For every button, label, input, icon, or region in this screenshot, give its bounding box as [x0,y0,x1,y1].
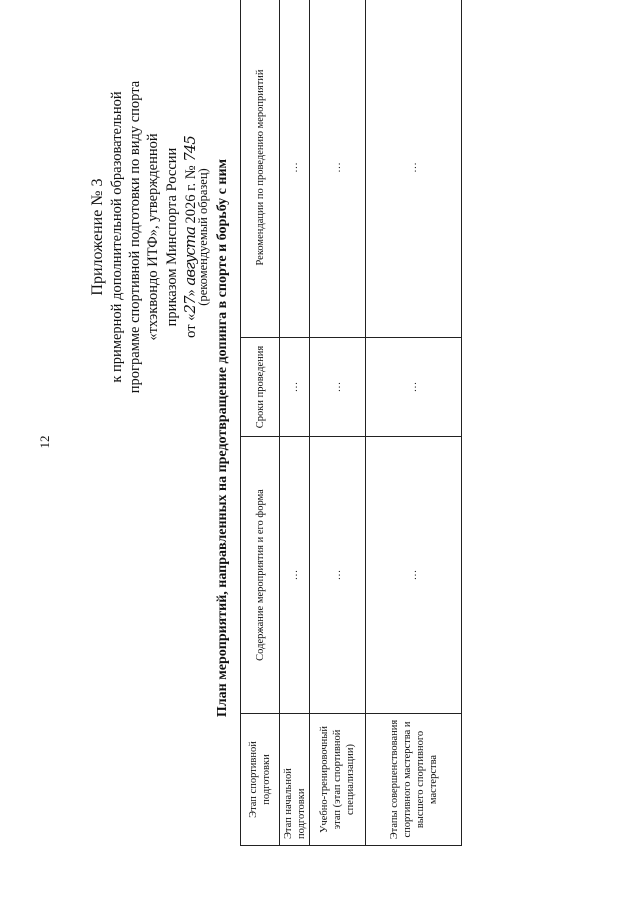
header-dates: Сроки проведения [241,338,280,437]
approval-block [88,22,200,452]
approval-line: к примерной дополнительной образовательной [109,91,125,383]
page-number: 12 [37,435,52,449]
cell-dates: … [366,338,462,437]
cell-recommendations: … [366,0,462,338]
handwritten-day: 27 [180,296,199,314]
recommended-note: (рекомендуемый образец) [196,168,210,306]
handwritten-month: августа [180,227,199,286]
cell-content: … [310,437,366,714]
table-header-row [241,0,280,846]
cell-dates: … [280,338,310,437]
cell-content: … [280,437,310,714]
landscape-content [60,22,464,854]
approval-line: программе спортивной подготовки по виду спорта [127,80,144,394]
handwritten-number: 745 [180,136,199,162]
cell-dates: … [310,338,366,437]
date-prefix: от « [182,313,199,338]
approval-line: приказом Минспорта России [163,147,180,327]
document-title: План мероприятий, направленных на предотвращение допинга в спорте и борьбу с ним [215,158,230,718]
approval-line: «тхэквондо ИТФ», утвержденной [145,133,162,341]
table-row [310,0,366,846]
cell-recommendations: … [280,0,310,338]
cell-stage: Этап начальной подготовки [280,714,310,846]
year-text: 2026 г. № [182,165,199,224]
cell-content: … [366,437,462,714]
header-recommendations: Рекомендации по проведению мероприятий [241,0,280,338]
cell-stage: Этапы совершенствования спортивного мастерства и высшего спортивного мастерства [366,714,462,846]
cell-recommendations: … [310,0,366,338]
header-stage: Этап спортивной подготовки [241,714,280,846]
header-content: Содержание мероприятия и его форма [241,437,280,714]
table-row [366,0,462,846]
measures-table [240,0,462,846]
date-mid: » [182,289,199,297]
annex-title: Приложение № 3 [89,178,106,296]
cell-stage: Учебно-тренировочный этап (этап спортивной специализации) [310,714,366,846]
table-row [280,0,310,846]
